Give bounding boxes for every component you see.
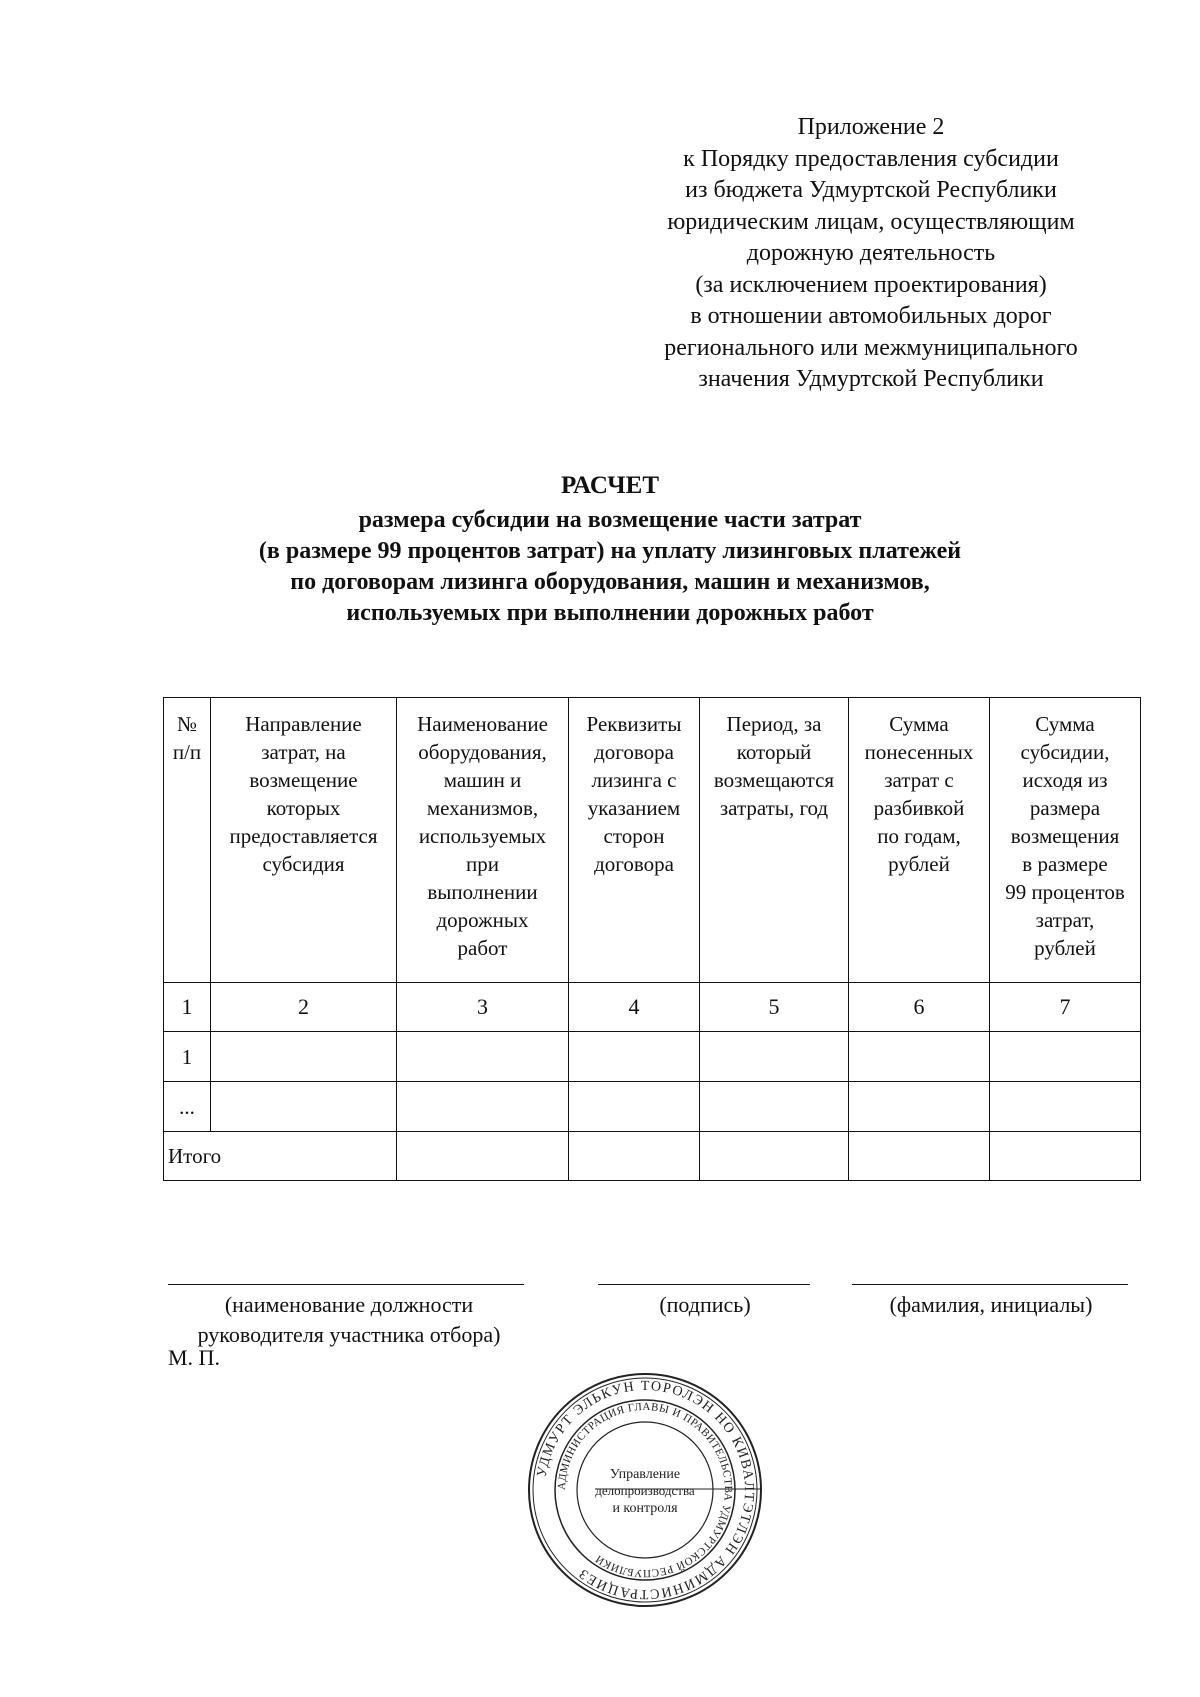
- table-cell: [569, 1032, 700, 1082]
- table-cell: [397, 1032, 569, 1082]
- header-cell: Наименование оборудования, машин и механизмов, используемых при выполнении дорожных работ: [397, 698, 569, 983]
- table-cell: [569, 1132, 700, 1181]
- svg-text:АДМИНИСТРАЦИЯ ГЛАВЫ И ПРАВИТЕЛ: АДМИНИСТРАЦИЯ ГЛАВЫ И ПРАВИТЕЛЬСТВА УДМУРТСКОЙ РЕСПУБЛИКИ: [555, 1400, 735, 1580]
- seal-place-label: М. П.: [168, 1345, 220, 1370]
- table-row: [164, 1082, 1141, 1132]
- column-number-row: [164, 983, 1141, 1032]
- calculation-table: [163, 697, 1141, 1181]
- table-cell: [700, 1032, 849, 1082]
- table-cell: [990, 1082, 1141, 1132]
- title-line: (в размере 99 процентов затрат) на уплату лизинговых платежей: [258, 538, 962, 564]
- table-cell: [397, 1132, 569, 1181]
- table-cell: [990, 1032, 1141, 1082]
- table-cell: [569, 1082, 700, 1132]
- table-cell: 1: [164, 1032, 211, 1082]
- table-row: [164, 1032, 1141, 1082]
- total-row: [164, 1132, 1141, 1181]
- header-cell: Реквизиты договора лизинга с указанием сторон договора: [569, 698, 700, 983]
- stamp-seal-icon: [525, 1370, 765, 1610]
- total-label: Итого: [164, 1132, 397, 1181]
- header-cell: Период, за который возмещаются затраты, год: [700, 698, 849, 983]
- name-signature-line: [852, 1284, 1128, 1285]
- table-cell: [849, 1032, 990, 1082]
- svg-text:УДМУРТ ЭЛЬКУН ТОРОЛЭН НО КИВАЛ: УДМУРТ ЭЛЬКУН ТОРОЛЭН НО КИВАЛТЭТЛЭН АДМИНИСТРАЦИЕЗ: [534, 1378, 757, 1602]
- column-number: 2: [211, 983, 397, 1032]
- table-cell: [849, 1132, 990, 1181]
- appendix-line: дорожную деятельность: [746, 240, 996, 266]
- column-number: 4: [569, 983, 700, 1032]
- table-cell: [990, 1132, 1141, 1181]
- official-stamp: [525, 1370, 765, 1610]
- svg-text:Управление: Управление: [609, 1467, 681, 1482]
- header-cell: Направление затрат, на возмещение которых предоставляется субсидия: [211, 698, 397, 983]
- column-number: 1: [164, 983, 211, 1032]
- table-cell: [700, 1132, 849, 1181]
- header-cell: № п/п: [164, 698, 211, 983]
- signature-line: [598, 1284, 810, 1285]
- position-caption: (наименование должности руководителя участника отбора): [197, 1292, 501, 1347]
- appendix-line: к Порядку предоставления субсидии: [683, 145, 1059, 172]
- column-number: 7: [990, 983, 1141, 1032]
- appendix-line: в отношении автомобильных дорог: [690, 303, 1052, 329]
- title-line: по договорам лизинга оборудования, машин и механизмов,: [290, 569, 930, 595]
- title-line: используемых при выполнении дорожных работ: [346, 600, 874, 626]
- title-main: РАСЧЕТ: [560, 472, 659, 499]
- table-cell: [700, 1082, 849, 1132]
- appendix-line: юридическим лицам, осуществляющим: [667, 208, 1075, 235]
- table-header-row: [164, 698, 1141, 983]
- column-number: 5: [700, 983, 849, 1032]
- appendix-line: регионального или межмуниципального: [664, 334, 1078, 361]
- signature-caption: (подпись): [659, 1292, 751, 1317]
- name-caption: (фамилия, инициалы): [889, 1292, 1093, 1317]
- position-signature-line: [168, 1284, 524, 1285]
- svg-text:делопроизводства: делопроизводства: [595, 1483, 695, 1498]
- document-title: [200, 470, 1020, 629]
- appendix-line: (за исключением проектирования): [695, 271, 1047, 298]
- table-cell: [849, 1082, 990, 1132]
- appendix-header: [636, 112, 1106, 396]
- column-number: 3: [397, 983, 569, 1032]
- table-cell: [211, 1082, 397, 1132]
- svg-text:и контроля: и контроля: [612, 1501, 678, 1516]
- appendix-line: значения Удмуртской Республики: [698, 366, 1044, 392]
- header-cell: Сумма понесенных затрат с разбивкой по годам, рублей: [849, 698, 990, 983]
- header-cell: Сумма субсидии, исходя из размера возмещения в размере 99 процентов затрат, рублей: [990, 698, 1141, 983]
- table-cell: [211, 1032, 397, 1082]
- appendix-line: Приложение 2: [797, 114, 945, 140]
- appendix-line: из бюджета Удмуртской Республики: [685, 177, 1057, 203]
- column-number: 6: [849, 983, 990, 1032]
- table-cell: ...: [164, 1082, 211, 1132]
- table-cell: [397, 1082, 569, 1132]
- title-line: размера субсидии на возмещение части затрат: [358, 507, 862, 533]
